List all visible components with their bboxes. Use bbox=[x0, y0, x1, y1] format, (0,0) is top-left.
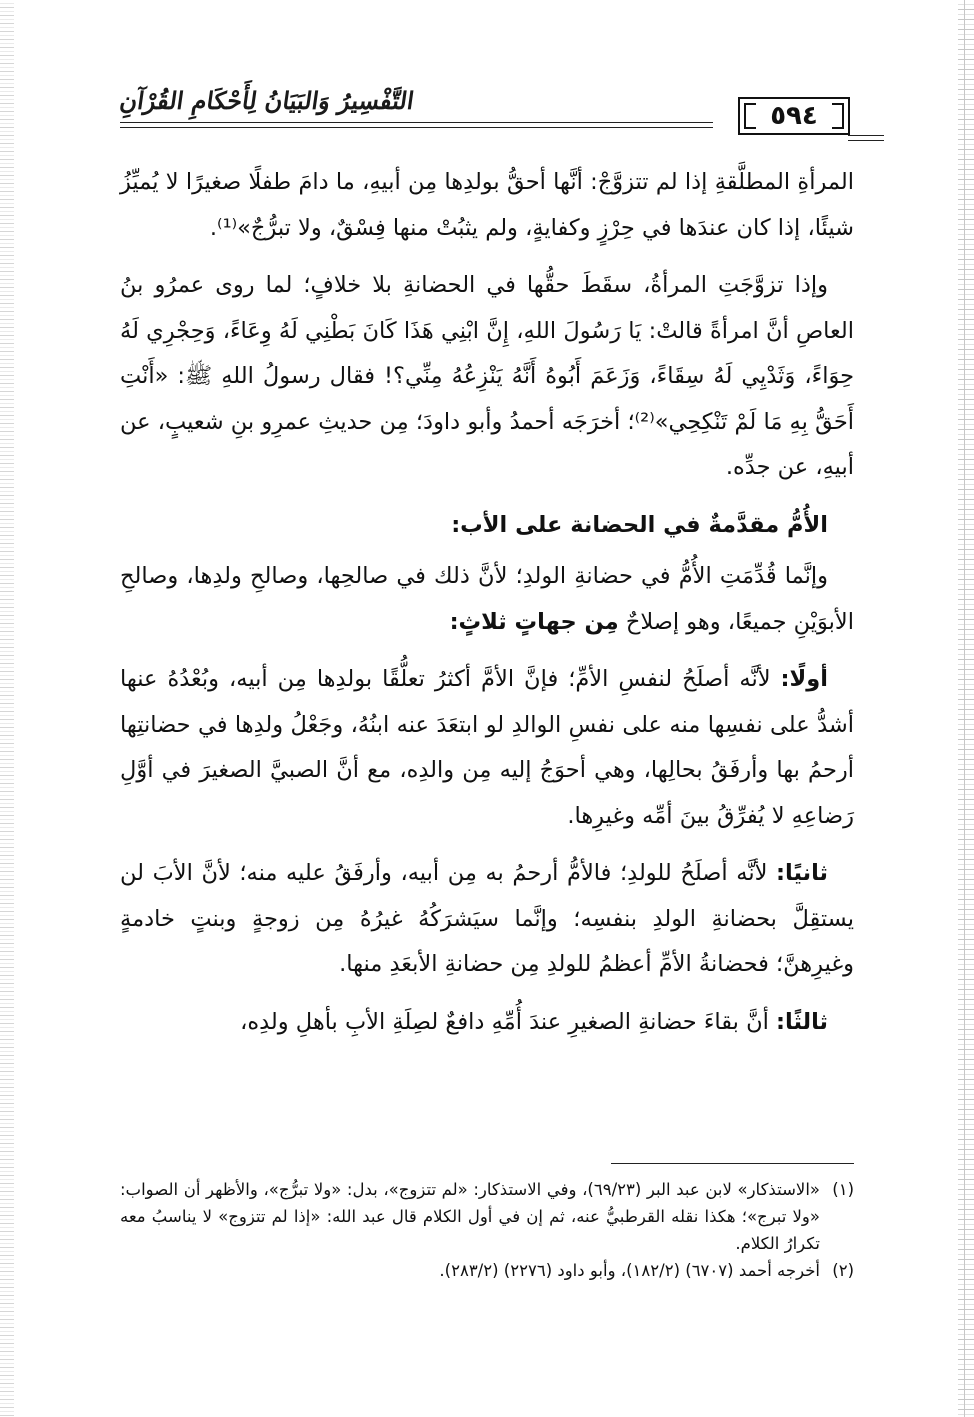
footnote-2-number: (٢) bbox=[832, 1261, 854, 1280]
point-third-label: ثالثًا: bbox=[776, 1008, 828, 1035]
page-left-edge bbox=[0, 0, 14, 1417]
paragraph-6 bbox=[120, 1000, 854, 1046]
section-heading: الأُمُّ مقدَّمةٌ في الحضانة على الأب: bbox=[451, 511, 828, 538]
point-third-text: أنَّ بقاءَ حضانةِ الصغيرِ عندَ أُمِّهِ دافعٌ لصِلَةِ الأبِ بأهلِ ولدِه، bbox=[240, 1008, 777, 1035]
paragraph-5 bbox=[120, 851, 854, 988]
point-first-text: لأنَّه أصلَحُ لنفسِ الأمِّ؛ فإنَّ الأمَّ أكثرُ تعلُّقًا بولدِها مِن أبيه، وبُعْدُهُ عنها أشدُّ على نفسِها منه على نفسِ الوالدِ لو ابتعَدَ عنه ابنُهُ، وجَعْلُ ولدِها في حضانتِها أرحمُ بها وأرفَقُ بحالِها، وهي أحوَجُ إليه مِن والدِه، مع أنَّ الصبيَّ الصغيرَ في أوَّلِ رَضاعِهِ لا يُفرِّقُ بينَ أمِّه وغيرِها. bbox=[120, 666, 854, 829]
main-text bbox=[120, 160, 854, 1057]
footnote-1-number: (١) bbox=[832, 1180, 854, 1199]
page-header bbox=[117, 86, 856, 142]
header-rule-top bbox=[120, 122, 713, 123]
page-right-edge bbox=[958, 0, 974, 1417]
header-rule-bottom bbox=[120, 127, 713, 128]
paragraph-2: وإذا تزوَّجَتِ المرأةُ، سقَطَ حقُّها في الحضانةِ بلا خلافٍ؛ لما روى عمرُو بنُ العاصِ أنَّ امرأةً قالتْ: يَا رَسُولَ اللهِ، إِنَّ ابْنِي هَذَا كَانَ بَطْنِي لَهُ وِعَاءً، وَحِجْرِي لَهُ حِوَاءً، وَثَدْيِي لَهُ سِقَاءً، وَزَعَمَ أَبُوهُ أَنَّهُ يَنْزِعُهُ مِنِّي؟! فقال رسولُ اللهِ ﷺ: «أَنْتِ أَحَقُّ بِهِ مَا لَمْ تَنْكِحِي»⁽²⁾؛ أخرَجَه أحمدُ وأبو داودَ؛ مِن حديثِ عمرِو بنِ شعيبٍ، عن أبيهِ، عن جدِّه. bbox=[120, 272, 854, 480]
paragraph-3-text: وإنَّما قُدِّمَتِ الأُمُّ في حضانةِ الولدِ؛ لأنَّ ذلك في صالحِها، وصالحِ ولدِها، وصالحِ الأبوَيْنِ جميعًا، وهو إصلاحٌ bbox=[120, 563, 854, 635]
paragraph-3 bbox=[120, 554, 854, 645]
footnote-1-text: «الاستذكار» لابن عبد البر (٦٩/٢٣)، وفي الاستذكار: «لم تتزوج»، بدل: «ولا تبرُّج»، والأظهر أن الصواب: «ولا تبرج»؛ هكذا نقله القرطبيُّ عنه، ثم إن في أول الكلام قال عبد الله: «إذا لم تتزوج» لا يناسبُ معه تكرارُ الكلام. bbox=[120, 1180, 820, 1253]
page-number: ٥٩٤ bbox=[770, 101, 818, 131]
footnote-separator bbox=[611, 1163, 854, 1164]
running-title: التَّفْسِيرُ وَالبَيَانُ لِأَحْكَامِ القُرْآنِ bbox=[117, 86, 416, 115]
paragraph-1: المرأةِ المطلَّقةِ إذا لم تتزوَّجْ: أنَّها أحقُّ بولدِها مِن أبيهِ، ما دامَ طفلًا صغيرًا لا يُميِّزُ شيئًا، إذا كان عندَها في حِرْزٍ وكفايةٍ، ولم يثبُتْ منها فِسْقٌ، ولا تبرُّجٌ»⁽¹⁾. bbox=[120, 169, 854, 241]
point-second-label: ثانيًا: bbox=[776, 860, 828, 886]
paragraph-3-bold: مِن جهاتٍ ثلاثٍ: bbox=[449, 608, 619, 635]
paragraph-4 bbox=[120, 657, 854, 839]
point-first-label: أولًا: bbox=[780, 666, 828, 692]
footnote-2 bbox=[120, 1257, 854, 1284]
footnote-1 bbox=[120, 1176, 854, 1257]
footnotes bbox=[120, 1176, 854, 1284]
footnote-2-text: أخرجه أحمد (٦٧٠٧) (١٨٢/٢)، وأبو داود (٢٢٧٦) (٢٨٣/٢). bbox=[439, 1261, 820, 1280]
page-number-frame bbox=[738, 97, 850, 135]
point-second-text: لأنَّه أصلَحُ للولدِ؛ فالأمُّ أرحمُ به مِن أبيه، وأرفَقُ عليه منه؛ لأنَّ الأبَ لن يستقِلَّ بحضانةِ الولدِ بنفسِه؛ وإنَّما سيَشرَكُهُ غيرُهُ مِن زوجةٍ وبنتٍ خادمةٍ وغيرِهنَّ؛ فحضانةُ الأمِّ أعظمُ للولدِ مِن حضانةِ الأبعَدِ منها. bbox=[120, 860, 854, 977]
